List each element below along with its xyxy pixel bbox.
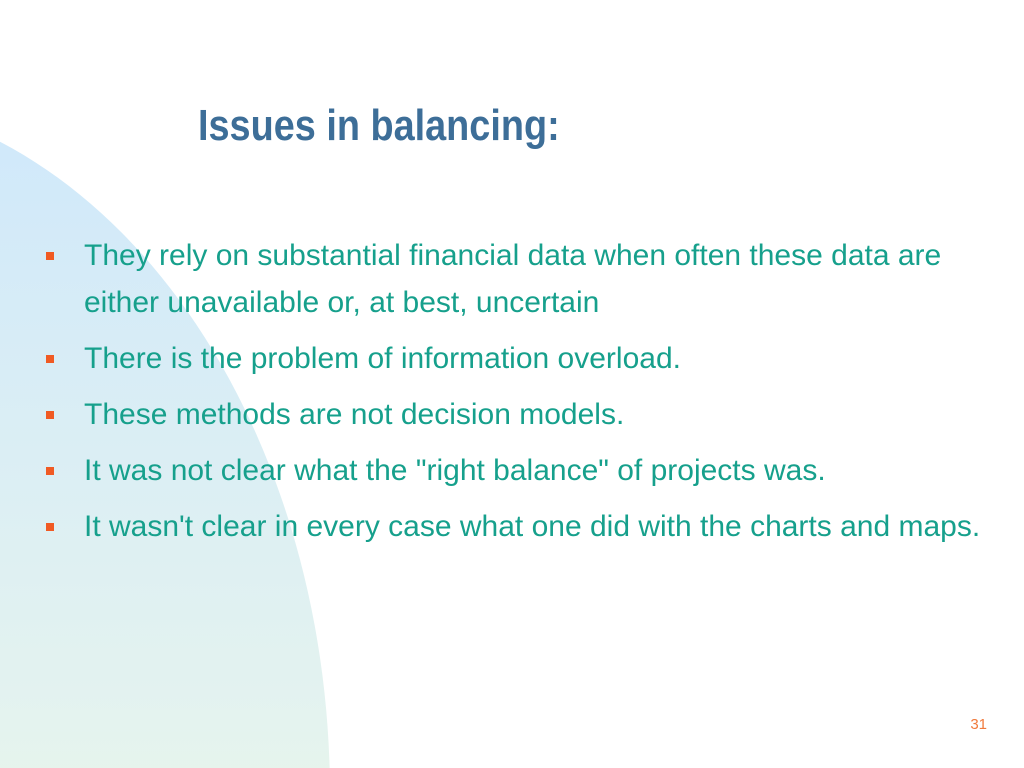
bullet-item bbox=[46, 503, 986, 550]
bullet-item bbox=[46, 447, 986, 494]
square-bullet-icon bbox=[46, 411, 54, 419]
bullet-item bbox=[46, 391, 986, 438]
bullet-item bbox=[46, 335, 986, 382]
bullet-text: There is the problem of information overload. bbox=[84, 342, 681, 375]
square-bullet-icon bbox=[46, 355, 54, 363]
square-bullet-icon bbox=[46, 467, 54, 475]
bullet-text: It was not clear what the "right balance" of projects was. bbox=[84, 454, 826, 487]
bullet-list bbox=[46, 232, 986, 559]
bullet-text: They rely on substantial financial data when often these data are either unavailable or, at best, uncertain bbox=[84, 239, 942, 319]
slide-title: Issues in balancing: bbox=[198, 101, 560, 150]
square-bullet-icon bbox=[46, 252, 54, 260]
bullet-item bbox=[46, 232, 986, 326]
bullet-text: It wasn't clear in every case what one did with the charts and maps. bbox=[84, 510, 981, 543]
page-number: 31 bbox=[970, 716, 987, 733]
square-bullet-icon bbox=[46, 523, 54, 531]
bullet-text: These methods are not decision models. bbox=[84, 398, 625, 431]
